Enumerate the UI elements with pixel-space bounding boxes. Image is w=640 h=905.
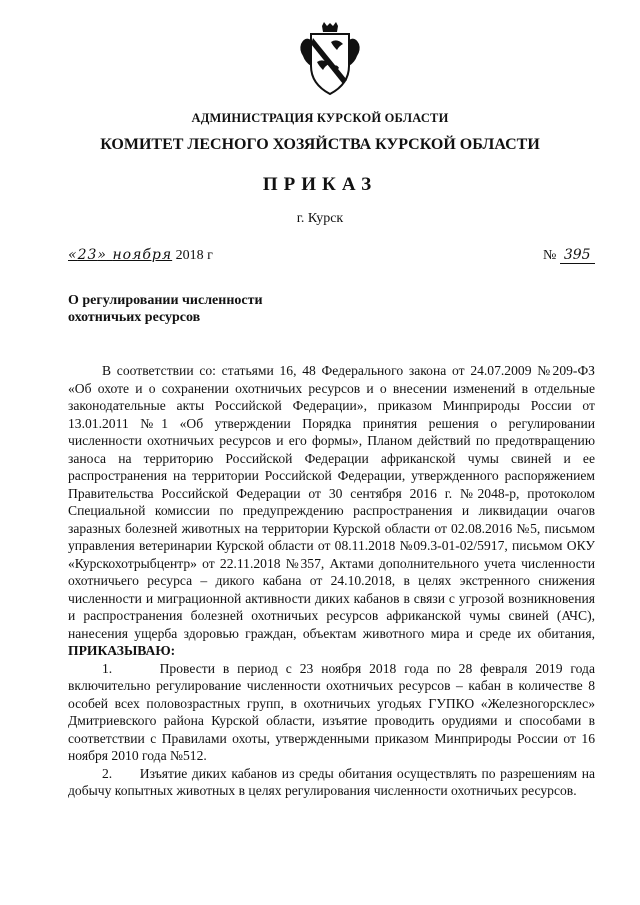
order-item-1 xyxy=(68,660,595,765)
date-day: 23 xyxy=(77,247,98,263)
order-body xyxy=(68,362,595,800)
item-2-number: 2. xyxy=(102,765,113,781)
coat-of-arms-icon xyxy=(297,22,363,96)
order-item-2 xyxy=(68,765,595,800)
document-date xyxy=(68,247,213,264)
subject-line-2: охотничьих ресурсов xyxy=(68,310,201,325)
document-city: г. Курск xyxy=(296,211,344,226)
document-type: ПРИКАЗ xyxy=(262,174,378,195)
order-word: ПРИКАЗЫВАЮ: xyxy=(68,643,176,658)
preamble-paragraph xyxy=(68,362,595,660)
committee-name: КОМИТЕТ ЛЕСНОГО ХОЗЯЙСТВА КУРСКОЙ ОБЛАСТИ xyxy=(100,136,540,153)
preamble-text: В соответствии со: статьями 16, 48 Федерального закона от 24.07.2009 №209-ФЗ «Об охоте и о сохранении охотничьих ресурсов и о внесении изменений в отдельные законодательные акты Российской Федерации», приказом Минприроды России от 13.01.2011 №1 «Об утверждении Порядка принятия решения о регулировании численности охотничьих ресурсов и его формы», Планом действий по предотвращению заноса на территорию Российской Федерации африканской чумы свиней и ее распространения на территории Российской Федерации, утвержденного распоряжением Правительства Российской Федерации от 30 сентября 2016 г. №2048-р, протоколом Специальной комиссии по предупреждению распространения и ликвидации очагов заразных болезней животных на территории Курской области от 02.08.2016 №5, письмом управления ветеринарии Курской области от 08.11.2018 №09.3-01-02/5917, письмом ОКУ «Курскохотрыбцентр» от 22.11.2018 №357, Актами дополнительного учета численности охотничьего ресурса – дикого кабана от 24.10.2018, в целях экстренного снижения численности и миграционной активности диких кабанов в связи с угрозой возникновения и распространения болезней охотничьих ресурсов африканской чумы свиней (АЧС), нанесения ущерба здоровью граждан, объектам животного мира и среде их обитания, xyxy=(68,363,595,641)
item-1-text: Провести в период с 23 ноября 2018 года по 28 февраля 2019 года включительно регулирование численности охотничьих ресурсов – кабан в количестве 8 особей всех половозрастных групп, в охотничьих угодьях ГУПКО «Железногорсклес» Дмитриевского района Курской области, изъятие проводить орудиями и способами в соответствии с Правилами охоты, утвержденными приказом Минприроды России от 16 ноября 2010 года №512. xyxy=(68,660,595,763)
date-month: ноября xyxy=(112,247,173,263)
subject-line-1: О регулировании численности xyxy=(68,293,263,308)
date-close-quote: » xyxy=(97,247,107,263)
number-value: 395 xyxy=(560,247,595,264)
item-1-number: 1. xyxy=(102,660,113,676)
date-year: 2018 г xyxy=(175,248,213,263)
document-number xyxy=(543,247,595,264)
date-open-quote: « xyxy=(68,247,78,263)
item-2-text: Изъятие диких кабанов из среды обитания осуществлять по разрешениям на добычу копытных животных в целях регулирования численности охотничьих ресурсов. xyxy=(68,765,596,798)
administration-name: АДМИНИСТРАЦИЯ КУРСКОЙ ОБЛАСТИ xyxy=(191,111,449,125)
number-label: № xyxy=(543,248,557,263)
order-subject xyxy=(68,292,328,326)
